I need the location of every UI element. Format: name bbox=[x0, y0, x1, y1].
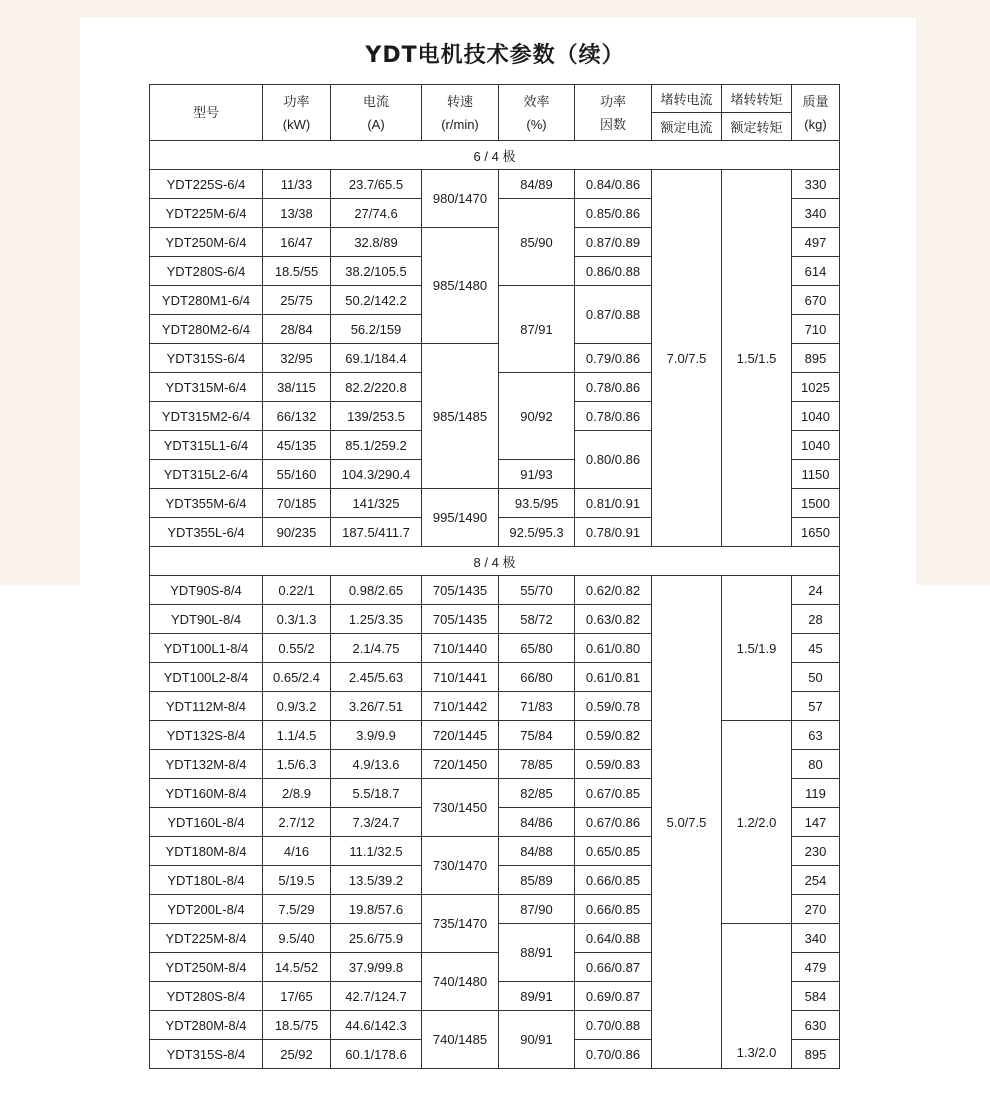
cell-power: 16/47 bbox=[263, 228, 331, 257]
cell-current: 56.2/159 bbox=[331, 315, 422, 344]
cell-power-factor: 0.62/0.82 bbox=[575, 576, 652, 605]
cell-efficiency: 55/70 bbox=[499, 576, 575, 605]
cell-model: YDT200L-8/4 bbox=[150, 895, 263, 924]
cell-current: 3.9/9.9 bbox=[331, 721, 422, 750]
cell-power-factor: 0.85/0.86 bbox=[575, 199, 652, 228]
cell-power-factor: 0.66/0.85 bbox=[575, 866, 652, 895]
cell-mass: 45 bbox=[792, 634, 840, 663]
cell-efficiency: 85/89 bbox=[499, 866, 575, 895]
cell-power-factor: 0.59/0.83 bbox=[575, 750, 652, 779]
section-label: 6 / 4 极 bbox=[150, 141, 840, 170]
cell-model: YDT90S-8/4 bbox=[150, 576, 263, 605]
cell-power: 25/75 bbox=[263, 286, 331, 315]
cell-current: 69.1/184.4 bbox=[331, 344, 422, 373]
cell-power-factor: 0.69/0.87 bbox=[575, 982, 652, 1011]
cell-power-factor: 0.64/0.88 bbox=[575, 924, 652, 953]
cell-power: 17/65 bbox=[263, 982, 331, 1011]
cell-mass: 1500 bbox=[792, 489, 840, 518]
cell-efficiency: 78/85 bbox=[499, 750, 575, 779]
cell-mass: 80 bbox=[792, 750, 840, 779]
cell-power: 38/115 bbox=[263, 373, 331, 402]
cell-locked-torque-ratio: 1.5/1.9 bbox=[722, 576, 792, 721]
cell-current: 85.1/259.2 bbox=[331, 431, 422, 460]
cell-mass: 24 bbox=[792, 576, 840, 605]
cell-power-factor: 0.87/0.89 bbox=[575, 228, 652, 257]
cell-current: 7.3/24.7 bbox=[331, 808, 422, 837]
cell-power: 0.55/2 bbox=[263, 634, 331, 663]
cell-model: YDT315M-6/4 bbox=[150, 373, 263, 402]
cell-current: 5.5/18.7 bbox=[331, 779, 422, 808]
cell-power-factor: 0.65/0.85 bbox=[575, 837, 652, 866]
cell-mass: 710 bbox=[792, 315, 840, 344]
cell-mass: 670 bbox=[792, 286, 840, 315]
cell-model: YDT132M-8/4 bbox=[150, 750, 263, 779]
cell-current: 13.5/39.2 bbox=[331, 866, 422, 895]
cell-current: 50.2/142.2 bbox=[331, 286, 422, 315]
cell-speed: 735/1470 bbox=[422, 895, 499, 953]
cell-current: 141/325 bbox=[331, 489, 422, 518]
cell-speed: 980/1470 bbox=[422, 170, 499, 228]
cell-power: 18.5/75 bbox=[263, 1011, 331, 1040]
header-locked-torque-bottom: 额定转矩 bbox=[722, 113, 792, 141]
header-power: 功率 (kW) bbox=[263, 85, 331, 141]
cell-power: 90/235 bbox=[263, 518, 331, 547]
cell-current: 11.1/32.5 bbox=[331, 837, 422, 866]
cell-mass: 230 bbox=[792, 837, 840, 866]
cell-power-factor: 0.81/0.91 bbox=[575, 489, 652, 518]
cell-power-factor: 0.84/0.86 bbox=[575, 170, 652, 199]
cell-mass: 57 bbox=[792, 692, 840, 721]
cell-power: 0.9/3.2 bbox=[263, 692, 331, 721]
cell-efficiency: 89/91 bbox=[499, 982, 575, 1011]
cell-speed: 740/1485 bbox=[422, 1011, 499, 1069]
cell-current: 42.7/124.7 bbox=[331, 982, 422, 1011]
cell-power: 25/92 bbox=[263, 1040, 331, 1069]
cell-power: 1.1/4.5 bbox=[263, 721, 331, 750]
cell-power-factor: 0.59/0.78 bbox=[575, 692, 652, 721]
cell-power: 5/19.5 bbox=[263, 866, 331, 895]
cell-efficiency: 82/85 bbox=[499, 779, 575, 808]
cell-power-factor: 0.66/0.85 bbox=[575, 895, 652, 924]
cell-speed: 710/1442 bbox=[422, 692, 499, 721]
cell-power-factor: 0.70/0.86 bbox=[575, 1040, 652, 1069]
cell-locked-torque-ratio: 1.2/2.0 bbox=[722, 721, 792, 924]
cell-mass: 340 bbox=[792, 199, 840, 228]
cell-current: 2.45/5.63 bbox=[331, 663, 422, 692]
cell-locked-current-ratio: 5.0/7.5 bbox=[652, 576, 722, 1069]
cell-power: 2.7/12 bbox=[263, 808, 331, 837]
cell-efficiency: 90/91 bbox=[499, 1011, 575, 1069]
spec-table bbox=[149, 84, 840, 1069]
cell-model: YDT280M-8/4 bbox=[150, 1011, 263, 1040]
cell-mass: 1025 bbox=[792, 373, 840, 402]
cell-mass: 50 bbox=[792, 663, 840, 692]
cell-model: YDT132S-8/4 bbox=[150, 721, 263, 750]
cell-efficiency: 93.5/95 bbox=[499, 489, 575, 518]
cell-mass: 614 bbox=[792, 257, 840, 286]
cell-power-factor: 0.63/0.82 bbox=[575, 605, 652, 634]
cell-model: YDT250M-6/4 bbox=[150, 228, 263, 257]
cell-mass: 147 bbox=[792, 808, 840, 837]
cell-efficiency: 87/90 bbox=[499, 895, 575, 924]
header-power-factor: 功率 因数 bbox=[575, 85, 652, 141]
cell-current: 187.5/411.7 bbox=[331, 518, 422, 547]
cell-model: YDT225S-6/4 bbox=[150, 170, 263, 199]
cell-model: YDT280M2-6/4 bbox=[150, 315, 263, 344]
cell-mass: 28 bbox=[792, 605, 840, 634]
cell-efficiency: 71/83 bbox=[499, 692, 575, 721]
cell-current: 3.26/7.51 bbox=[331, 692, 422, 721]
header-locked-current-top: 堵转电流 bbox=[652, 85, 722, 113]
cell-speed: 985/1480 bbox=[422, 228, 499, 344]
cell-power-factor: 0.66/0.87 bbox=[575, 953, 652, 982]
cell-power-factor: 0.78/0.91 bbox=[575, 518, 652, 547]
cell-model: YDT315M2-6/4 bbox=[150, 402, 263, 431]
cell-speed: 710/1440 bbox=[422, 634, 499, 663]
cell-power: 18.5/55 bbox=[263, 257, 331, 286]
cell-speed: 740/1480 bbox=[422, 953, 499, 1011]
cell-power: 55/160 bbox=[263, 460, 331, 489]
cell-model: YDT315S-8/4 bbox=[150, 1040, 263, 1069]
cell-power-factor: 0.59/0.82 bbox=[575, 721, 652, 750]
header-current: 电流 (A) bbox=[331, 85, 422, 141]
cell-power: 1.5/6.3 bbox=[263, 750, 331, 779]
cell-speed: 730/1450 bbox=[422, 779, 499, 837]
cell-current: 37.9/99.8 bbox=[331, 953, 422, 982]
cell-current: 0.98/2.65 bbox=[331, 576, 422, 605]
header-locked-current-bottom: 额定电流 bbox=[652, 113, 722, 141]
cell-power: 28/84 bbox=[263, 315, 331, 344]
cell-model: YDT315L2-6/4 bbox=[150, 460, 263, 489]
cell-current: 38.2/105.5 bbox=[331, 257, 422, 286]
cell-power: 0.65/2.4 bbox=[263, 663, 331, 692]
cell-efficiency: 58/72 bbox=[499, 605, 575, 634]
cell-efficiency: 88/91 bbox=[499, 924, 575, 982]
cell-model: YDT225M-8/4 bbox=[150, 924, 263, 953]
cell-model: YDT160L-8/4 bbox=[150, 808, 263, 837]
cell-power-factor: 0.78/0.86 bbox=[575, 373, 652, 402]
cell-power-factor: 0.87/0.88 bbox=[575, 286, 652, 344]
cell-mass: 479 bbox=[792, 953, 840, 982]
cell-power: 45/135 bbox=[263, 431, 331, 460]
cell-locked-torque-ratio: 1.3/2.0 bbox=[722, 924, 792, 1069]
cell-power-factor: 0.67/0.86 bbox=[575, 808, 652, 837]
cell-model: YDT90L-8/4 bbox=[150, 605, 263, 634]
cell-mass: 1040 bbox=[792, 431, 840, 460]
cell-current: 82.2/220.8 bbox=[331, 373, 422, 402]
cell-power-factor: 0.79/0.86 bbox=[575, 344, 652, 373]
cell-efficiency: 65/80 bbox=[499, 634, 575, 663]
cell-mass: 497 bbox=[792, 228, 840, 257]
cell-model: YDT250M-8/4 bbox=[150, 953, 263, 982]
cell-locked-current-ratio: 7.0/7.5 bbox=[652, 170, 722, 547]
cell-current: 44.6/142.3 bbox=[331, 1011, 422, 1040]
cell-power: 32/95 bbox=[263, 344, 331, 373]
cell-efficiency: 91/93 bbox=[499, 460, 575, 489]
cell-power-factor: 0.78/0.86 bbox=[575, 402, 652, 431]
cell-efficiency: 87/91 bbox=[499, 286, 575, 373]
cell-model: YDT112M-8/4 bbox=[150, 692, 263, 721]
cell-mass: 340 bbox=[792, 924, 840, 953]
cell-current: 1.25/3.35 bbox=[331, 605, 422, 634]
cell-speed: 985/1485 bbox=[422, 344, 499, 489]
header-speed: 转速 (r/min) bbox=[422, 85, 499, 141]
cell-power: 66/132 bbox=[263, 402, 331, 431]
cell-current: 25.6/75.9 bbox=[331, 924, 422, 953]
cell-power: 13/38 bbox=[263, 199, 331, 228]
cell-current: 104.3/290.4 bbox=[331, 460, 422, 489]
header-efficiency: 效率 (%) bbox=[499, 85, 575, 141]
cell-mass: 1040 bbox=[792, 402, 840, 431]
page-title: YDT电机技术参数（续） bbox=[365, 43, 625, 68]
cell-model: YDT100L2-8/4 bbox=[150, 663, 263, 692]
header-locked-torque-top: 堵转转矩 bbox=[722, 85, 792, 113]
cell-mass: 895 bbox=[792, 1040, 840, 1069]
header-mass: 质量 (kg) bbox=[792, 85, 840, 141]
cell-current: 32.8/89 bbox=[331, 228, 422, 257]
cell-locked-torque-ratio: 1.5/1.5 bbox=[722, 170, 792, 547]
cell-power: 11/33 bbox=[263, 170, 331, 199]
cell-current: 27/74.6 bbox=[331, 199, 422, 228]
header-model: 型号 bbox=[150, 85, 263, 141]
cell-current: 19.8/57.6 bbox=[331, 895, 422, 924]
cell-current: 139/253.5 bbox=[331, 402, 422, 431]
cell-mass: 1150 bbox=[792, 460, 840, 489]
cell-power-factor: 0.80/0.86 bbox=[575, 431, 652, 489]
cell-model: YDT280S-6/4 bbox=[150, 257, 263, 286]
cell-power-factor: 0.61/0.80 bbox=[575, 634, 652, 663]
cell-power: 14.5/52 bbox=[263, 953, 331, 982]
cell-power: 70/185 bbox=[263, 489, 331, 518]
cell-speed: 995/1490 bbox=[422, 489, 499, 547]
cell-efficiency: 84/86 bbox=[499, 808, 575, 837]
cell-model: YDT355L-6/4 bbox=[150, 518, 263, 547]
cell-mass: 270 bbox=[792, 895, 840, 924]
cell-mass: 330 bbox=[792, 170, 840, 199]
cell-efficiency: 66/80 bbox=[499, 663, 575, 692]
cell-power: 0.22/1 bbox=[263, 576, 331, 605]
cell-mass: 630 bbox=[792, 1011, 840, 1040]
cell-efficiency: 90/92 bbox=[499, 373, 575, 460]
cell-efficiency: 75/84 bbox=[499, 721, 575, 750]
cell-model: YDT315S-6/4 bbox=[150, 344, 263, 373]
cell-power-factor: 0.67/0.85 bbox=[575, 779, 652, 808]
cell-model: YDT100L1-8/4 bbox=[150, 634, 263, 663]
cell-power: 7.5/29 bbox=[263, 895, 331, 924]
cell-power: 9.5/40 bbox=[263, 924, 331, 953]
cell-current: 2.1/4.75 bbox=[331, 634, 422, 663]
cell-mass: 119 bbox=[792, 779, 840, 808]
cell-mass: 254 bbox=[792, 866, 840, 895]
cell-efficiency: 85/90 bbox=[499, 199, 575, 286]
cell-model: YDT160M-8/4 bbox=[150, 779, 263, 808]
cell-mass: 1650 bbox=[792, 518, 840, 547]
cell-model: YDT180M-8/4 bbox=[150, 837, 263, 866]
cell-power: 2/8.9 bbox=[263, 779, 331, 808]
cell-model: YDT180L-8/4 bbox=[150, 866, 263, 895]
section-label: 8 / 4 极 bbox=[150, 547, 840, 576]
cell-speed: 705/1435 bbox=[422, 576, 499, 605]
cell-power-factor: 0.86/0.88 bbox=[575, 257, 652, 286]
cell-speed: 705/1435 bbox=[422, 605, 499, 634]
cell-model: YDT315L1-6/4 bbox=[150, 431, 263, 460]
cell-efficiency: 92.5/95.3 bbox=[499, 518, 575, 547]
cell-efficiency: 84/88 bbox=[499, 837, 575, 866]
cell-mass: 63 bbox=[792, 721, 840, 750]
cell-model: YDT355M-6/4 bbox=[150, 489, 263, 518]
cell-current: 60.1/178.6 bbox=[331, 1040, 422, 1069]
cell-current: 23.7/65.5 bbox=[331, 170, 422, 199]
cell-speed: 710/1441 bbox=[422, 663, 499, 692]
cell-model: YDT225M-6/4 bbox=[150, 199, 263, 228]
cell-power: 4/16 bbox=[263, 837, 331, 866]
cell-speed: 720/1445 bbox=[422, 721, 499, 750]
cell-power: 0.3/1.3 bbox=[263, 605, 331, 634]
cell-speed: 720/1450 bbox=[422, 750, 499, 779]
cell-mass: 895 bbox=[792, 344, 840, 373]
cell-mass: 584 bbox=[792, 982, 840, 1011]
cell-efficiency: 84/89 bbox=[499, 170, 575, 199]
cell-power-factor: 0.61/0.81 bbox=[575, 663, 652, 692]
cell-model: YDT280M1-6/4 bbox=[150, 286, 263, 315]
cell-current: 4.9/13.6 bbox=[331, 750, 422, 779]
cell-power-factor: 0.70/0.88 bbox=[575, 1011, 652, 1040]
cell-speed: 730/1470 bbox=[422, 837, 499, 895]
cell-model: YDT280S-8/4 bbox=[150, 982, 263, 1011]
